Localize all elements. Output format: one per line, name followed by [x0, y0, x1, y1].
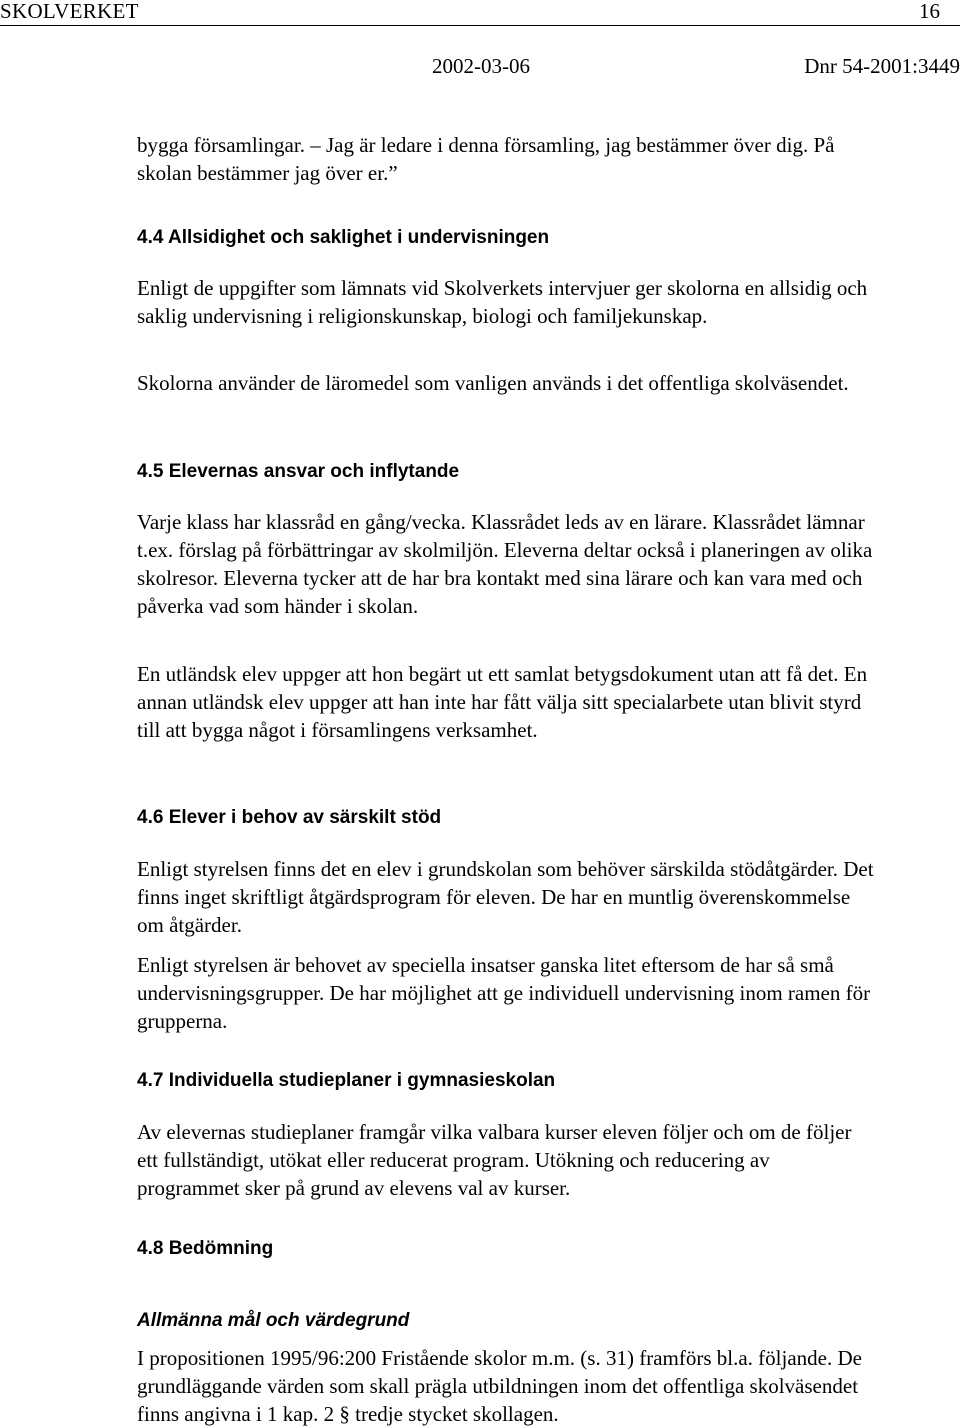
section-number: 4.4 — [137, 227, 164, 248]
page-number: 16 — [919, 0, 940, 23]
header-date: 2002-03-06 — [432, 54, 530, 78]
section-title: Elever i behov av särskilt stöd — [163, 807, 442, 828]
section-heading-4-8 — [137, 1237, 273, 1261]
section-heading-4-6 — [137, 806, 441, 830]
section-title: Elevernas ansvar och inflytande — [163, 461, 460, 482]
section-4-5-paragraph-2: En utländsk elev uppger att hon begärt ut ett samlat betygsdokument utan att få det. En annan utländsk elev uppger att han inte har fått välja sitt specialarbete utan blivit styrd till att bygga något i församlingens verksamhet. — [137, 662, 868, 742]
section-title: Individuella studieplaner i gymnasieskolan — [163, 1070, 556, 1091]
section-heading-4-4 — [137, 226, 549, 250]
section-title: Bedömning — [163, 1238, 274, 1259]
section-number: 4.7 — [137, 1070, 164, 1091]
section-4-6-paragraph-2: Enligt styrelsen är behovet av speciella insatser ganska litet eftersom de har så små undervisningsgrupper. De har möjlighet att ge individuell undervisning inom ramen för grupperna. — [137, 953, 871, 1033]
section-4-4-paragraph-1: Enligt de uppgifter som lämnats vid Skolverkets intervjuer ger skolorna en allsidig och saklig undervisning i religionskunskap, biologi och familjekunskap. — [137, 276, 868, 328]
section-4-5-paragraph-1: Varje klass har klassråd en gång/vecka. Klassrådet leds av en lärare. Klassrådet lämnar t.ex. förslag på förbättringar av skolmiljön. Eleverna deltar också i planeringen av olika skolresor. Eleverna tycker att de har bra kontakt med sina lärare och kan vara med och påverka vad som händer i skolan. — [137, 510, 873, 618]
header-brand: SKOLVERKET — [0, 0, 139, 23]
section-number: 4.5 — [137, 461, 164, 482]
section-heading-4-7 — [137, 1069, 555, 1093]
header-rule — [0, 25, 960, 26]
section-4-4-paragraph-2: Skolorna använder de läromedel som vanligen används i det offentliga skolväsendet. — [137, 371, 849, 395]
section-4-6-paragraph-1: Enligt styrelsen finns det en elev i grundskolan som behöver särskilda stödåtgärder. Det finns inget skriftligt åtgärdsprogram för eleven. De har en muntlig överenskommelse om åtgärder. — [137, 857, 874, 937]
section-number: 4.8 — [137, 1238, 164, 1259]
subheading-allmanna-mal: Allmänna mål och värdegrund — [137, 1310, 410, 1331]
section-heading-4-5 — [137, 460, 459, 484]
section-4-7-paragraph-1: Av elevernas studieplaner framgår vilka valbara kurser eleven följer och om de följer ett fullständigt, utökat eller reducerat program. Utökning och reducering av programmet sker på grund av elevens val av kurser. — [137, 1120, 852, 1200]
section-number: 4.6 — [137, 807, 164, 828]
header-reference: Dnr 54-2001:3449 — [804, 54, 960, 78]
section-title: Allsidighet och saklighet i undervisningen — [163, 227, 550, 248]
intro-paragraph: bygga församlingar. – Jag är ledare i denna församling, jag bestämmer över dig. På skolan bestämmer jag över er.” — [137, 133, 835, 185]
section-4-8-paragraph-1: I propositionen 1995/96:200 Fristående skolor m.m. (s. 31) framförs bl.a. följande. De grundläggande värden som skall prägla utbildningen inom det offentliga skolväsendet finns angivna i 1 kap. 2 § tredje stycket skollagen. — [137, 1346, 862, 1426]
